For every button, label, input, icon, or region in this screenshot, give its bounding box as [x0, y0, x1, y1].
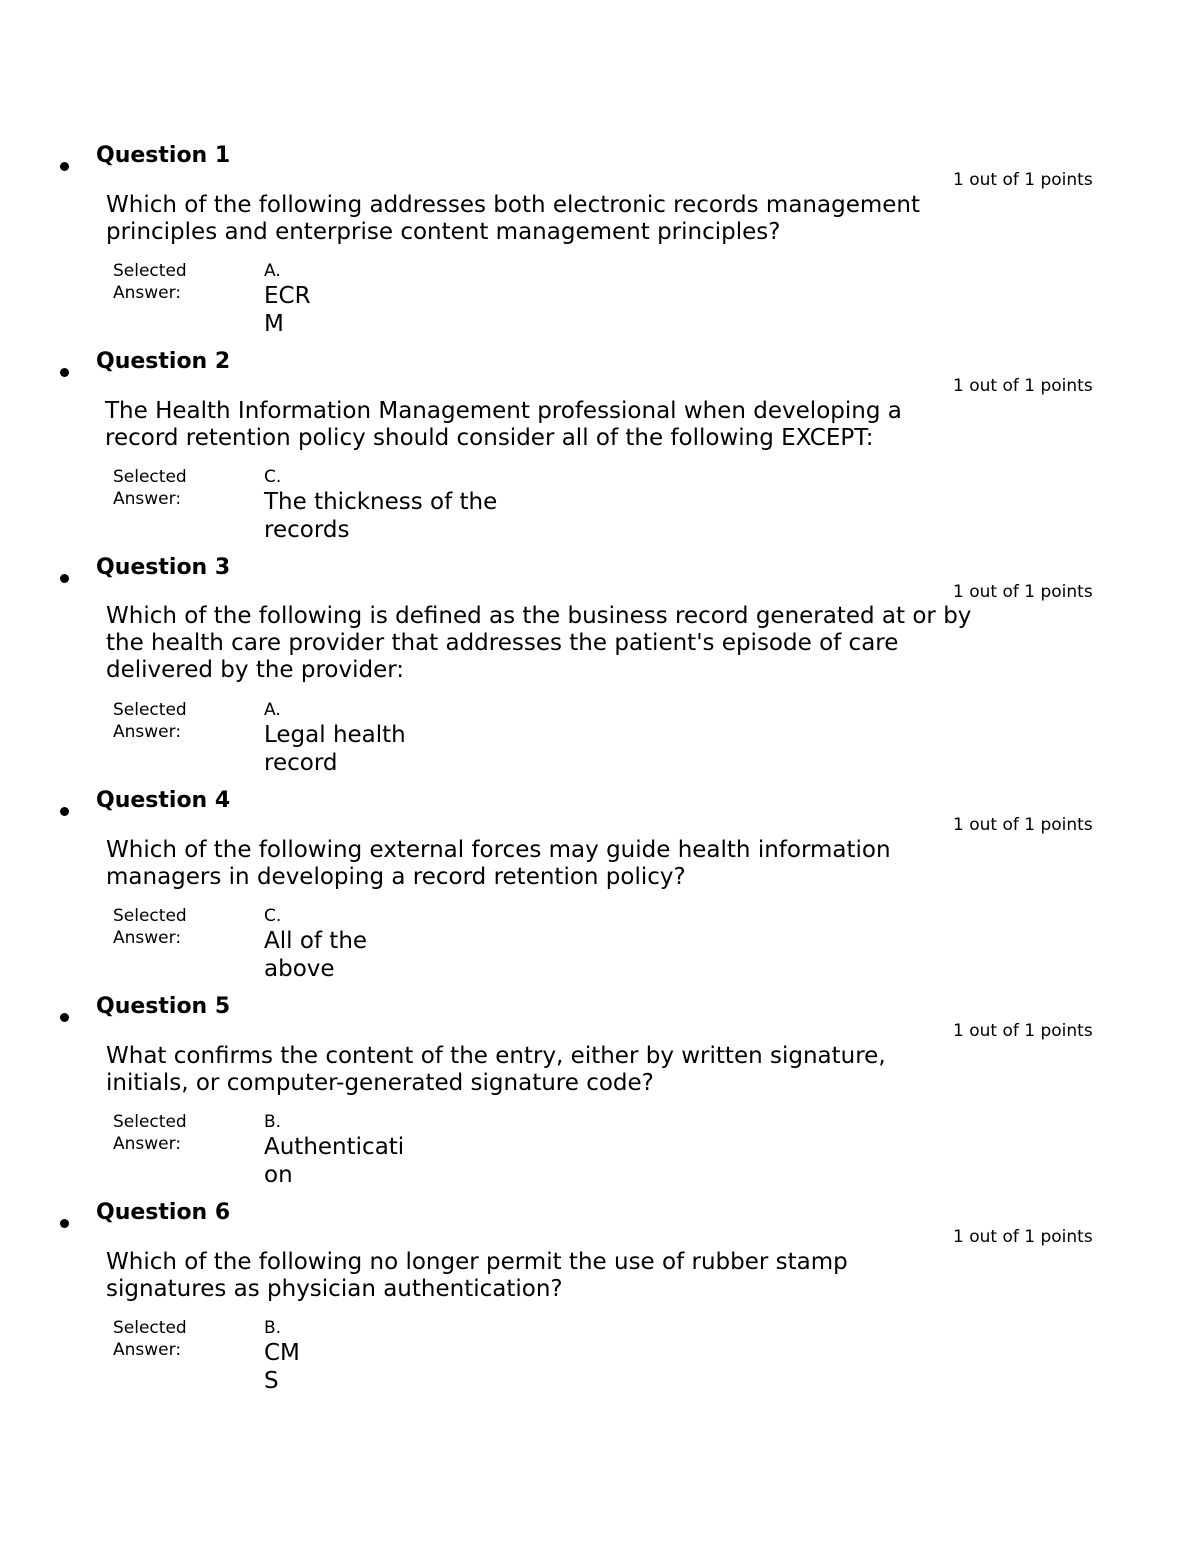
question-points: 1 out of 1 points	[953, 170, 1093, 190]
question-title: Question 2	[96, 349, 231, 374]
answer-letter: A.	[264, 700, 281, 720]
answer-letter: C.	[264, 906, 282, 926]
question-points: 1 out of 1 points	[953, 815, 1093, 835]
question-text: The Health Information Management professional when developing a record retention policy should consider all of the following EXCEPT:	[105, 398, 902, 451]
question-points: 1 out of 1 points	[953, 1021, 1093, 1041]
answer-text: CMS	[264, 1340, 300, 1394]
question-text: Which of the following is defined as the business record generated at or by the health care provider that addresses the patient's episode of care delivered by the provider:	[106, 603, 972, 683]
answer-text: ECRM	[264, 283, 311, 337]
selected-answer-label: Selected Answer:	[113, 700, 187, 742]
question-text: What confirms the content of the entry, either by written signature, initials, or computer-generated signature code?	[106, 1043, 886, 1096]
question-text: Which of the following external forces may guide health information managers in developing a record retention policy?	[106, 837, 891, 890]
question-item	[0, 994, 1200, 1212]
bullet-icon	[60, 368, 69, 377]
answer-letter: B.	[264, 1112, 282, 1132]
selected-answer-label: Selected Answer:	[113, 1112, 187, 1154]
bullet-icon	[60, 807, 69, 816]
selected-answer-label: Selected Answer:	[113, 906, 187, 948]
question-text: Which of the following addresses both electronic records management principles and enterprise content management principles?	[106, 192, 921, 245]
question-title: Question 3	[96, 555, 231, 580]
answer-text: The thickness of the records	[264, 489, 498, 543]
question-item	[0, 1200, 1200, 1418]
question-title: Question 5	[96, 994, 231, 1019]
question-item	[0, 788, 1200, 1006]
bullet-icon	[60, 1219, 69, 1228]
question-points: 1 out of 1 points	[953, 376, 1093, 396]
answer-text: Authentication	[264, 1134, 405, 1188]
question-title: Question 4	[96, 788, 231, 813]
question-title: Question 6	[96, 1200, 231, 1225]
bullet-icon	[60, 574, 69, 583]
answer-letter: C.	[264, 467, 282, 487]
question-item	[0, 349, 1200, 567]
bullet-icon	[60, 162, 69, 171]
selected-answer-label: Selected Answer:	[113, 467, 187, 509]
question-title: Question 1	[96, 143, 231, 168]
question-item	[0, 555, 1200, 776]
question-points: 1 out of 1 points	[953, 582, 1093, 602]
question-points: 1 out of 1 points	[953, 1227, 1093, 1247]
answer-letter: B.	[264, 1318, 282, 1338]
answer-text: All of the above	[264, 928, 368, 982]
selected-answer-label: Selected Answer:	[113, 261, 187, 303]
answer-letter: A.	[264, 261, 281, 281]
bullet-icon	[60, 1013, 69, 1022]
question-text: Which of the following no longer permit the use of rubber stamp signatures as physician authentication?	[106, 1249, 848, 1302]
question-item	[0, 143, 1200, 361]
selected-answer-label: Selected Answer:	[113, 1318, 187, 1360]
answer-text: Legal health record	[264, 722, 406, 776]
